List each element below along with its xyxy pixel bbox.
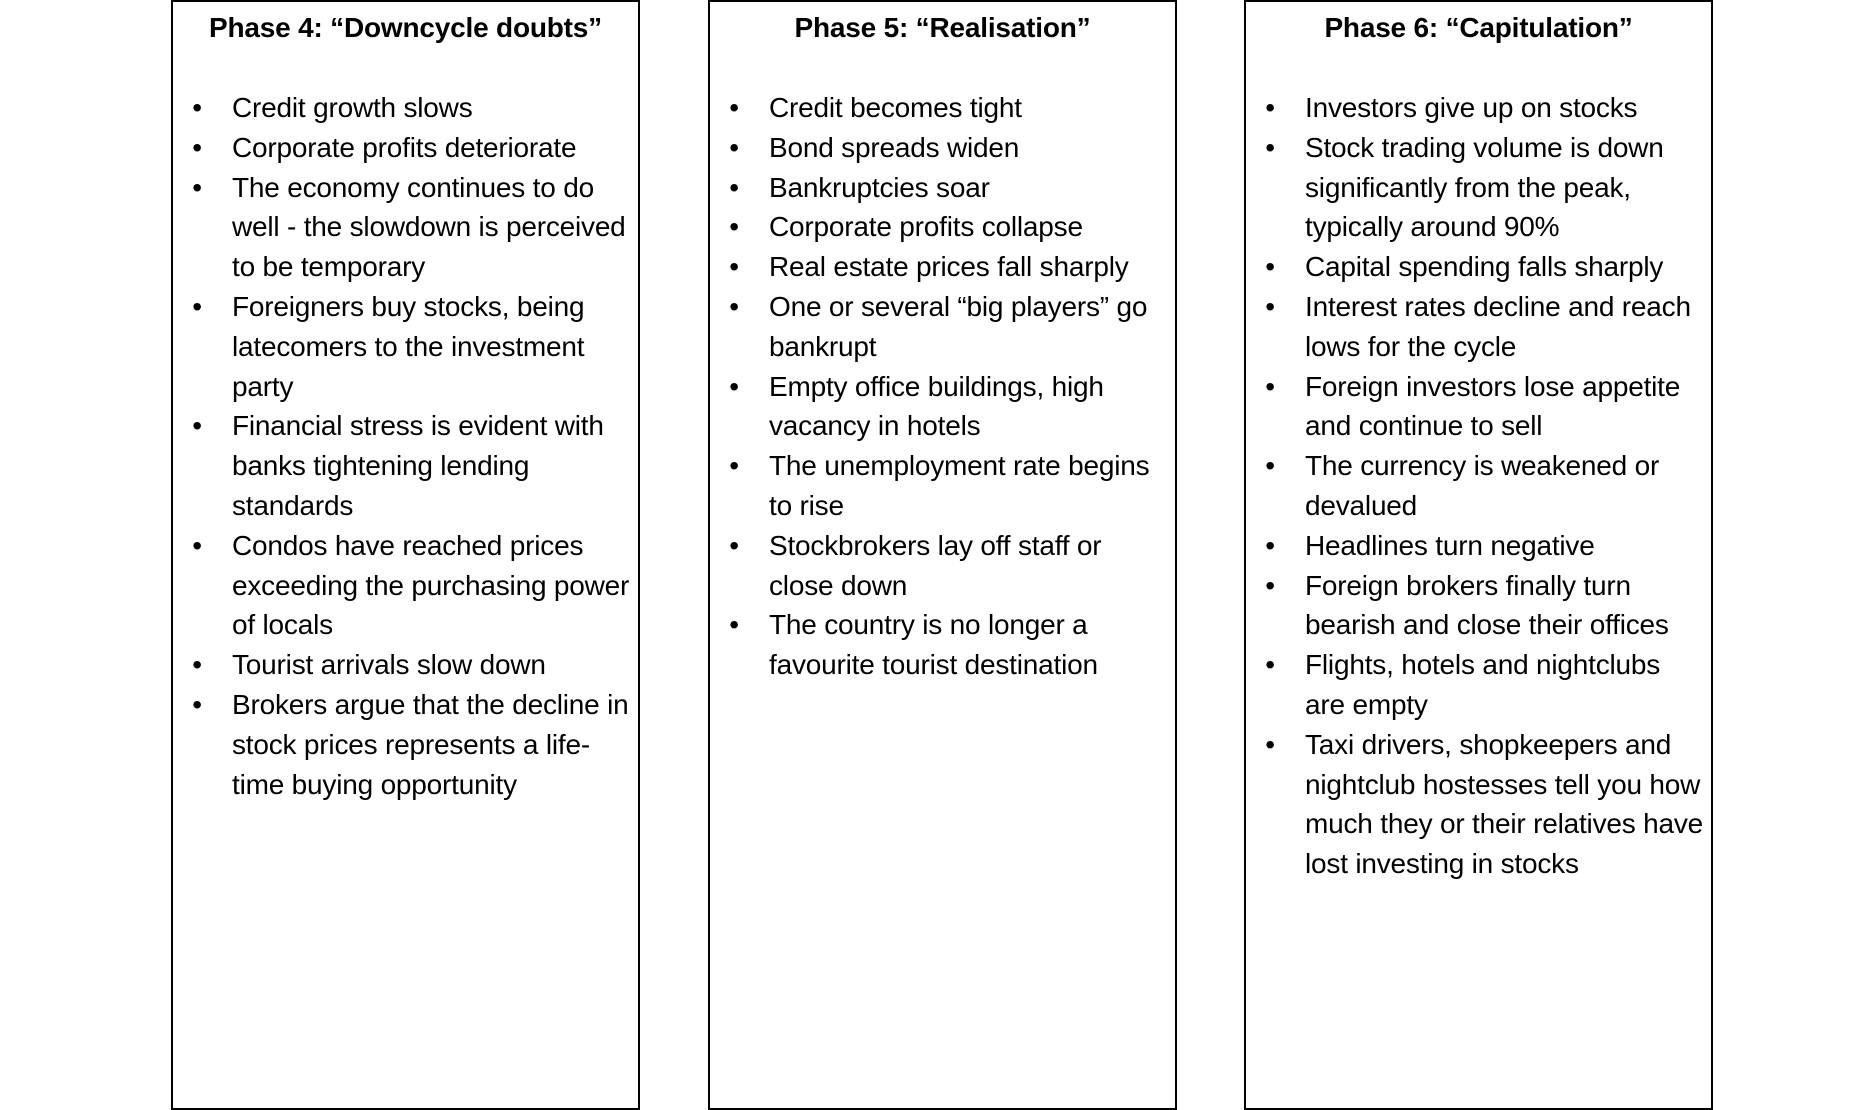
bullet-item bbox=[173, 168, 638, 287]
bullet-text: Headlines turn negative bbox=[1305, 529, 1595, 561]
bullet-text: Condos have reached prices exceeding the purchasing power of locals bbox=[232, 529, 630, 641]
bullet-text: The country is no longer a favourite tourist destination bbox=[769, 609, 1098, 681]
bullet-text: One or several “big players” go bankrupt bbox=[769, 290, 1148, 362]
bullet-item bbox=[1246, 566, 1711, 646]
bullet-item bbox=[173, 526, 638, 645]
bullet-text: Foreign brokers finally turn bearish and close their offices bbox=[1305, 569, 1669, 641]
bullet-dot-icon: • bbox=[729, 370, 739, 402]
bullet-dot-icon: • bbox=[1265, 450, 1275, 482]
bullet-text: Brokers argue that the decline in stock prices represents a life-time buying opportunity bbox=[232, 688, 629, 800]
phase-5-bullet-list bbox=[710, 88, 1175, 685]
bullet-text: Taxi drivers, shopkeepers and nightclub hostesses tell you how much they or their relatives have lost investing in stocks bbox=[1305, 728, 1704, 880]
bullet-dot-icon: • bbox=[729, 529, 739, 561]
bullet-dot-icon: • bbox=[729, 211, 739, 243]
phase-5-panel bbox=[708, 0, 1177, 1110]
bullet-dot-icon: • bbox=[192, 529, 202, 561]
bullet-text: Corporate profits deteriorate bbox=[232, 131, 577, 163]
bullet-text: Stock trading volume is down significantly from the peak, typically around 90% bbox=[1305, 131, 1664, 243]
bullet-dot-icon: • bbox=[192, 290, 202, 322]
bullet-item bbox=[1246, 128, 1711, 247]
bullet-text: The economy continues to do well - the slowdown is perceived to be temporary bbox=[232, 171, 626, 283]
bullet-item bbox=[710, 247, 1175, 287]
bullet-item bbox=[1246, 446, 1711, 526]
bullet-text: Real estate prices fall sharply bbox=[769, 251, 1129, 283]
bullet-item bbox=[710, 526, 1175, 606]
bullet-text: Flights, hotels and nightclubs are empty bbox=[1305, 649, 1661, 720]
bullet-dot-icon: • bbox=[1265, 131, 1275, 163]
bullet-dot-icon: • bbox=[192, 92, 202, 123]
bullet-text: The unemployment rate begins to rise bbox=[769, 450, 1150, 521]
bullet-text: Investors give up on stocks bbox=[1305, 92, 1638, 123]
phase-5-title: Phase 5: “Realisation” bbox=[794, 12, 1091, 43]
bullet-item bbox=[173, 685, 638, 804]
bullet-item bbox=[710, 88, 1175, 128]
bullet-dot-icon: • bbox=[192, 688, 202, 720]
bullet-item bbox=[173, 88, 638, 128]
phase-6-title: Phase 6: “Capitulation” bbox=[1324, 12, 1633, 43]
bullet-dot-icon: • bbox=[1265, 649, 1275, 681]
phase-4-bullet-list bbox=[173, 88, 638, 804]
bullet-dot-icon: • bbox=[1265, 370, 1275, 402]
phase-6-panel bbox=[1244, 0, 1713, 1110]
bullet-text: Corporate profits collapse bbox=[769, 211, 1083, 243]
bullet-dot-icon: • bbox=[1265, 251, 1275, 283]
bullet-item bbox=[1246, 88, 1711, 128]
bullet-text: Credit growth slows bbox=[232, 92, 473, 123]
bullet-dot-icon: • bbox=[192, 131, 202, 163]
bullet-dot-icon: • bbox=[729, 290, 739, 322]
bullet-item bbox=[1246, 367, 1711, 447]
bullet-text: Foreign investors lose appetite and continue to sell bbox=[1305, 370, 1681, 442]
bullet-item bbox=[710, 287, 1175, 367]
bullet-dot-icon: • bbox=[729, 251, 739, 283]
bullet-item bbox=[173, 287, 638, 406]
bullet-text: Capital spending falls sharply bbox=[1305, 251, 1664, 283]
bullet-dot-icon: • bbox=[192, 171, 202, 203]
bullet-item bbox=[173, 406, 638, 525]
bullet-dot-icon: • bbox=[729, 450, 739, 482]
bullet-item bbox=[710, 446, 1175, 526]
bullet-text: Empty office buildings, high vacancy in hotels bbox=[769, 370, 1104, 442]
bullet-dot-icon: • bbox=[192, 649, 202, 681]
bullet-dot-icon: • bbox=[729, 92, 739, 123]
bullet-dot-icon: • bbox=[192, 410, 202, 442]
bullet-text: Tourist arrivals slow down bbox=[232, 649, 546, 681]
bullet-dot-icon: • bbox=[1265, 290, 1275, 322]
bullet-text: Bankruptcies soar bbox=[769, 171, 990, 203]
bullet-item bbox=[1246, 247, 1711, 287]
bullet-item bbox=[173, 645, 638, 685]
bullet-dot-icon: • bbox=[1265, 529, 1275, 561]
bullet-text: Financial stress is evident with banks tightening lending standards bbox=[232, 410, 604, 521]
bullet-dot-icon: • bbox=[1265, 728, 1275, 760]
phase-6-bullet-list bbox=[1246, 88, 1711, 884]
bullet-item bbox=[710, 605, 1175, 685]
bullet-item bbox=[710, 128, 1175, 168]
phase-4-title: Phase 4: “Downcycle doubts” bbox=[209, 12, 602, 43]
bullet-text: Interest rates decline and reach lows for the cycle bbox=[1305, 290, 1691, 362]
bullet-item bbox=[1246, 526, 1711, 566]
bullet-dot-icon: • bbox=[729, 171, 739, 203]
bullet-item bbox=[710, 207, 1175, 247]
bullet-item bbox=[1246, 645, 1711, 725]
bullet-text: Bond spreads widen bbox=[769, 131, 1020, 163]
bullet-text: The currency is weakened or devalued bbox=[1305, 450, 1660, 521]
bullet-item bbox=[710, 168, 1175, 208]
phase-4-panel bbox=[171, 0, 640, 1110]
bullet-item bbox=[173, 128, 638, 168]
bullet-item bbox=[710, 367, 1175, 447]
bullet-text: Credit becomes tight bbox=[769, 92, 1022, 123]
bullet-dot-icon: • bbox=[1265, 92, 1275, 123]
bullet-dot-icon: • bbox=[1265, 569, 1275, 601]
bullet-item bbox=[1246, 725, 1711, 884]
bullet-dot-icon: • bbox=[729, 131, 739, 163]
bullet-text: Foreigners buy stocks, being latecomers to the investment party bbox=[232, 290, 585, 402]
bullet-item bbox=[1246, 287, 1711, 367]
bullet-dot-icon: • bbox=[729, 609, 739, 641]
bullet-text: Stockbrokers lay off staff or close down bbox=[769, 529, 1102, 601]
